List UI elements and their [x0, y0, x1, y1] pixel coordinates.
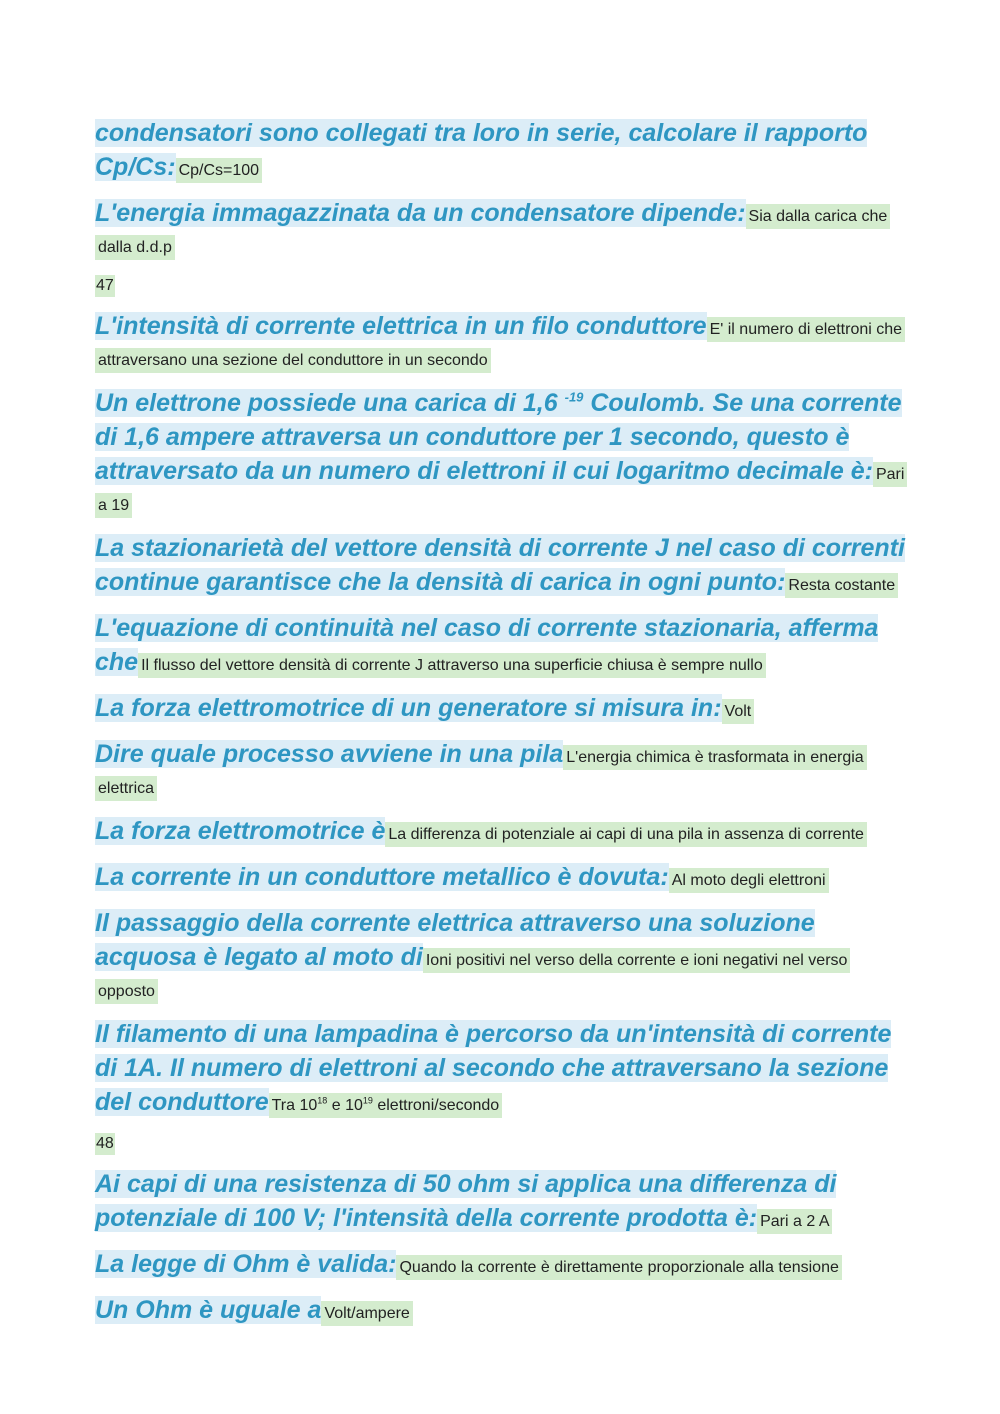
qa-item — [95, 862, 907, 896]
qa-item — [95, 1019, 907, 1121]
question: La forza elettromotrice è — [95, 817, 386, 845]
exponent: -19 — [564, 389, 584, 405]
question: Dire quale processo avviene in una pila — [95, 740, 564, 768]
qa-item — [95, 1169, 907, 1237]
exponent: 18 — [317, 1095, 328, 1106]
question: La corrente in un conduttore metallico è dovuta: — [95, 863, 669, 891]
qa-item — [95, 311, 907, 376]
answer: Sia dalla carica che dalla d.d.p — [95, 204, 890, 260]
answer: La differenza di potenziale ai capi di una pila in assenza di corrente — [385, 822, 867, 847]
question: Un elettrone possiede una carica di 1,6 $^{-19}$ Coulomb. Se una corrente di 1,6 ampere attraversa un conduttore per 1 secondo, questo è attraversato da un numero di elettroni il cui logaritmo decimale è: — [95, 389, 902, 485]
question: L'energia immagazzinata da un condensatore dipende: — [95, 199, 746, 227]
qa-item — [95, 1295, 907, 1329]
answer: Ioni positivi nel verso della corrente e ioni negativi nel verso opposto — [95, 948, 850, 1004]
answer: E' il numero di elettroni che attraversano una sezione del conduttore in un secondo — [95, 317, 905, 373]
answer: Pari a 2 A — [757, 1209, 832, 1234]
question: La stazionarietà del vettore densità di corrente J nel caso di correnti continue garantisce che la densità di carica in ogni punto: — [95, 534, 905, 596]
answer: Resta costante — [785, 573, 898, 598]
answer: Quando la corrente è direttamente proporzionale alla tensione — [396, 1255, 841, 1280]
question: condensatori sono collegati tra loro in serie, calcolare il rapporto Cp/Cs: — [95, 119, 868, 181]
quiz-content — [95, 118, 907, 1341]
answer: Volt — [722, 699, 755, 724]
question: Il passaggio della corrente elettrica attraverso una soluzione acquosa è legato al moto di — [95, 909, 815, 971]
question: L'intensità di corrente elettrica in un filo conduttore — [95, 312, 707, 340]
question: Un Ohm è uguale a — [95, 1296, 322, 1324]
exponent: 19 — [362, 1095, 373, 1106]
question: La legge di Ohm è valida: — [95, 1250, 397, 1278]
question: La forza elettromotrice di un generatore si misura in: — [95, 694, 722, 722]
answer: Il flusso del vettore densità di corrente J attraverso una superficie chiusa è sempre nullo — [138, 653, 766, 678]
answer: Cp/Cs=100 — [176, 158, 263, 183]
qa-item — [95, 739, 907, 804]
qa-item — [95, 908, 907, 1007]
qa-item — [95, 118, 907, 186]
page-number: 48 — [95, 1133, 907, 1169]
qa-item — [95, 1249, 907, 1283]
answer: Volt/ampere — [321, 1301, 412, 1326]
qa-item — [95, 198, 907, 263]
qa-item — [95, 816, 907, 850]
qa-item — [95, 388, 907, 521]
answer: Tra $10^{18}$ e $10^{19}$ elettroni/secondo — [269, 1093, 503, 1118]
qa-item — [95, 693, 907, 727]
answer: Pari a 19 — [95, 462, 907, 518]
answer: L'energia chimica è trasformata in energia elettrica — [95, 745, 867, 801]
answer: Al moto degli elettroni — [669, 868, 829, 893]
qa-item — [95, 613, 907, 681]
page-number: 47 — [95, 275, 907, 311]
qa-item — [95, 533, 907, 601]
question: Ai capi di una resistenza di 50 ohm si applica una differenza di potenziale di 100 V; l'intensità della corrente prodotta è: — [95, 1170, 837, 1232]
question: L'equazione di continuità nel caso di corrente stazionaria, afferma che — [95, 614, 879, 676]
question: Il filamento di una lampadina è percorso da un'intensità di corrente di 1A. Il numero di elettroni al secondo che attraversano la sezione del conduttore — [95, 1020, 892, 1116]
